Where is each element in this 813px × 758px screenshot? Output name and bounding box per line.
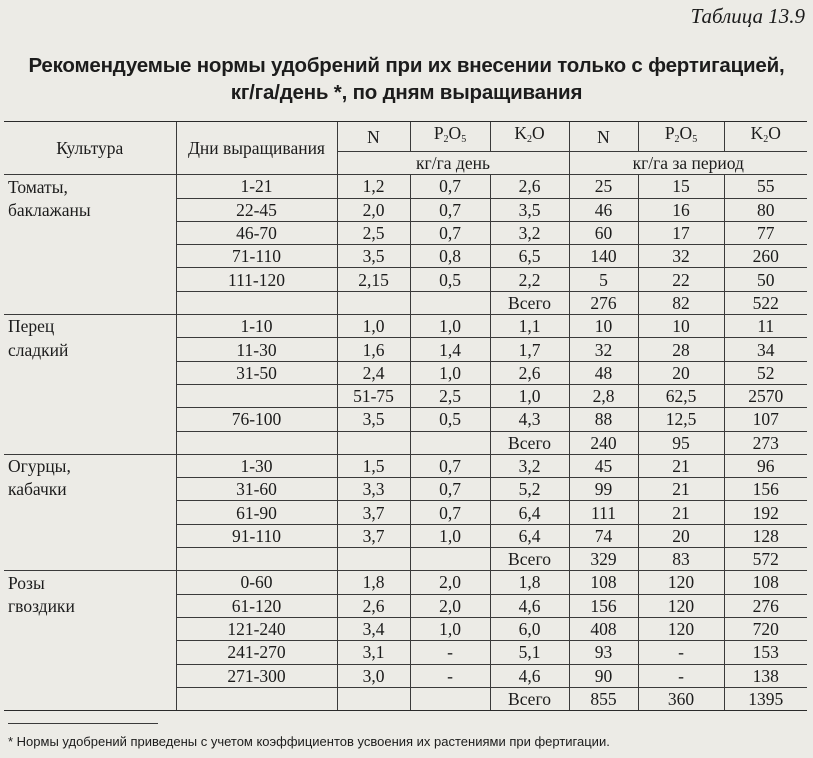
total-cell: 522 — [724, 291, 807, 314]
value-cell: 61-90 — [176, 501, 337, 524]
value-cell: 1,0 — [490, 384, 569, 407]
table-row — [4, 501, 807, 524]
value-cell: 4,6 — [490, 594, 569, 617]
value-cell: 3,4 — [337, 617, 410, 640]
value-cell: 20 — [638, 524, 724, 547]
value-cell — [337, 291, 410, 314]
value-cell: 21 — [638, 478, 724, 501]
total-cell: Всего — [490, 431, 569, 454]
value-cell: 55 — [724, 175, 807, 198]
table-row — [4, 408, 807, 431]
crop-cell — [4, 408, 176, 431]
crop-cell: кабачки — [8, 479, 67, 500]
value-cell: 25 — [569, 175, 638, 198]
value-cell: 48 — [569, 361, 638, 384]
value-cell: 20 — [638, 361, 724, 384]
table-row — [4, 338, 807, 361]
value-cell: 11-30 — [176, 338, 337, 361]
value-cell: 120 — [638, 617, 724, 640]
value-cell: 192 — [724, 501, 807, 524]
value-cell: 45 — [569, 454, 638, 477]
crop-cell: Огурцы, — [8, 456, 71, 477]
value-cell: 1-10 — [176, 315, 337, 338]
value-cell: 34 — [724, 338, 807, 361]
table-row — [4, 478, 807, 501]
crop-cell: баклажаны — [8, 199, 91, 220]
value-cell: - — [638, 641, 724, 664]
crop-cell — [4, 268, 176, 291]
title-line-1: Рекомендуемые нормы удобрений при их внесении только с фертигацией, — [28, 54, 785, 77]
value-cell: 52 — [724, 361, 807, 384]
value-cell: 11 — [724, 315, 807, 338]
value-cell: 2,5 — [410, 384, 490, 407]
value-cell: 90 — [569, 664, 638, 687]
value-cell: 1,8 — [490, 571, 569, 594]
value-cell — [176, 431, 337, 454]
value-cell: 260 — [724, 245, 807, 268]
header-per-day: кг/га день — [337, 152, 569, 175]
total-row — [4, 687, 807, 710]
value-cell: 5,2 — [490, 478, 569, 501]
value-cell: - — [638, 664, 724, 687]
value-cell: 62,5 — [638, 384, 724, 407]
crop-cell — [4, 548, 176, 571]
value-cell: 46-70 — [176, 221, 337, 244]
total-cell: 855 — [569, 687, 638, 710]
value-cell: 6,4 — [490, 501, 569, 524]
value-cell — [337, 431, 410, 454]
value-cell: 2,6 — [337, 594, 410, 617]
table-title — [0, 52, 813, 106]
value-cell: 120 — [638, 571, 724, 594]
crop-cell — [4, 431, 176, 454]
value-cell: 0,7 — [410, 175, 490, 198]
value-cell: 276 — [724, 594, 807, 617]
value-cell: 3,7 — [337, 501, 410, 524]
table-row — [4, 617, 807, 640]
value-cell: 1,4 — [410, 338, 490, 361]
value-cell: 0,7 — [410, 221, 490, 244]
value-cell — [337, 548, 410, 571]
crop-cell — [4, 617, 176, 640]
table-row — [4, 641, 807, 664]
value-cell: 5,1 — [490, 641, 569, 664]
value-cell: 80 — [724, 198, 807, 221]
total-row — [4, 431, 807, 454]
value-cell: 2,2 — [490, 268, 569, 291]
value-cell: 2570 — [724, 384, 807, 407]
total-cell: 95 — [638, 431, 724, 454]
value-cell: 51-75 — [337, 384, 410, 407]
value-cell — [176, 384, 337, 407]
value-cell: 1,5 — [337, 454, 410, 477]
value-cell: 10 — [638, 315, 724, 338]
total-cell: 240 — [569, 431, 638, 454]
value-cell: 2,6 — [490, 175, 569, 198]
total-cell: Всего — [490, 548, 569, 571]
table-row — [4, 571, 807, 594]
total-cell: 273 — [724, 431, 807, 454]
title-line-2: кг/га/день *, по дням выращивания — [230, 81, 583, 104]
crop-cell — [4, 641, 176, 664]
value-cell: 0,7 — [410, 501, 490, 524]
value-cell: 156 — [569, 594, 638, 617]
value-cell: 0,7 — [410, 454, 490, 477]
value-cell: 408 — [569, 617, 638, 640]
value-cell: 22 — [638, 268, 724, 291]
value-cell: 5 — [569, 268, 638, 291]
fertilizer-table — [4, 121, 807, 711]
table-row — [4, 198, 807, 221]
value-cell: 3,3 — [337, 478, 410, 501]
footnote-divider — [8, 723, 158, 724]
value-cell: 111 — [569, 501, 638, 524]
value-cell: 17 — [638, 221, 724, 244]
total-cell: Всего — [490, 687, 569, 710]
crop-cell: Розы — [8, 572, 45, 593]
value-cell: 1,0 — [337, 315, 410, 338]
table-row — [4, 245, 807, 268]
value-cell: 2,4 — [337, 361, 410, 384]
header-k2o-period: $K_2O$ — [724, 122, 807, 152]
header-crop: Культура — [4, 122, 176, 175]
value-cell: 1-21 — [176, 175, 337, 198]
value-cell — [410, 548, 490, 571]
value-cell: 60 — [569, 221, 638, 244]
crop-cell: гвоздики — [8, 595, 75, 616]
value-cell: 61-120 — [176, 594, 337, 617]
value-cell: 0,7 — [410, 478, 490, 501]
value-cell: 128 — [724, 524, 807, 547]
total-cell: 276 — [569, 291, 638, 314]
value-cell: 153 — [724, 641, 807, 664]
value-cell: 0,5 — [410, 408, 490, 431]
value-cell: 720 — [724, 617, 807, 640]
value-cell: 74 — [569, 524, 638, 547]
value-cell: 21 — [638, 454, 724, 477]
fertilizer-table-container — [4, 121, 807, 711]
value-cell: 2,0 — [410, 571, 490, 594]
value-cell: 6,0 — [490, 617, 569, 640]
value-cell: 99 — [569, 478, 638, 501]
value-cell: 12,5 — [638, 408, 724, 431]
value-cell: 76-100 — [176, 408, 337, 431]
value-cell — [337, 687, 410, 710]
header-n-day: N — [337, 122, 410, 152]
value-cell: 3,0 — [337, 664, 410, 687]
value-cell: 3,5 — [337, 245, 410, 268]
value-cell: 21 — [638, 501, 724, 524]
value-cell: 88 — [569, 408, 638, 431]
value-cell: 1,0 — [410, 524, 490, 547]
table-body — [4, 175, 807, 711]
header-n-period: N — [569, 122, 638, 152]
value-cell: 2,0 — [410, 594, 490, 617]
crop-cell — [4, 687, 176, 710]
value-cell — [176, 291, 337, 314]
value-cell: 77 — [724, 221, 807, 244]
table-row — [4, 361, 807, 384]
value-cell: 156 — [724, 478, 807, 501]
crop-cell — [4, 361, 176, 384]
crop-cell: Томаты, — [8, 176, 68, 197]
value-cell: 10 — [569, 315, 638, 338]
table-row — [4, 315, 807, 338]
value-cell: 1,8 — [337, 571, 410, 594]
value-cell: 46 — [569, 198, 638, 221]
value-cell: 2,6 — [490, 361, 569, 384]
table-row — [4, 664, 807, 687]
crop-cell — [4, 524, 176, 547]
value-cell: 0-60 — [176, 571, 337, 594]
value-cell: 2,5 — [337, 221, 410, 244]
value-cell: 93 — [569, 641, 638, 664]
value-cell — [176, 548, 337, 571]
value-cell: 22-45 — [176, 198, 337, 221]
header-k2o-day: $K_2O$ — [490, 122, 569, 152]
value-cell: 1,2 — [337, 175, 410, 198]
value-cell: 4,3 — [490, 408, 569, 431]
header-per-period: кг/га за период — [569, 152, 807, 175]
total-cell: 360 — [638, 687, 724, 710]
value-cell: 0,8 — [410, 245, 490, 268]
total-cell: Всего — [490, 291, 569, 314]
value-cell: 2,15 — [337, 268, 410, 291]
value-cell: 32 — [569, 338, 638, 361]
value-cell: 1,0 — [410, 315, 490, 338]
value-cell: 1,1 — [490, 315, 569, 338]
value-cell: 32 — [638, 245, 724, 268]
total-cell: 83 — [638, 548, 724, 571]
value-cell: 241-270 — [176, 641, 337, 664]
value-cell: 271-300 — [176, 664, 337, 687]
value-cell — [410, 687, 490, 710]
crop-cell — [4, 245, 176, 268]
value-cell: 6,4 — [490, 524, 569, 547]
value-cell — [410, 431, 490, 454]
crop-cell — [4, 221, 176, 244]
value-cell: 50 — [724, 268, 807, 291]
value-cell: 96 — [724, 454, 807, 477]
value-cell: 0,7 — [410, 198, 490, 221]
value-cell: 2,8 — [569, 384, 638, 407]
total-row — [4, 291, 807, 314]
table-number-label: Таблица 13.9 — [690, 4, 805, 28]
value-cell: 31-60 — [176, 478, 337, 501]
value-cell: 120 — [638, 594, 724, 617]
value-cell: 3,2 — [490, 221, 569, 244]
table-row — [4, 594, 807, 617]
value-cell: 1-30 — [176, 454, 337, 477]
value-cell: 91-110 — [176, 524, 337, 547]
table-row — [4, 454, 807, 477]
value-cell: 3,5 — [337, 408, 410, 431]
total-cell: 572 — [724, 548, 807, 571]
crop-cell: Перец — [8, 316, 55, 337]
value-cell: 6,5 — [490, 245, 569, 268]
crop-cell — [4, 384, 176, 407]
value-cell: 3,2 — [490, 454, 569, 477]
value-cell: 108 — [569, 571, 638, 594]
value-cell: 138 — [724, 664, 807, 687]
value-cell: 28 — [638, 338, 724, 361]
value-cell: 31-50 — [176, 361, 337, 384]
crop-cell — [4, 291, 176, 314]
table-row — [4, 268, 807, 291]
value-cell: 1,7 — [490, 338, 569, 361]
crop-cell — [4, 664, 176, 687]
value-cell — [410, 291, 490, 314]
value-cell: 15 — [638, 175, 724, 198]
table-row — [4, 524, 807, 547]
total-row — [4, 548, 807, 571]
value-cell: 3,1 — [337, 641, 410, 664]
value-cell: 1,0 — [410, 617, 490, 640]
value-cell: 4,6 — [490, 664, 569, 687]
value-cell: 3,7 — [337, 524, 410, 547]
value-cell: 111-120 — [176, 268, 337, 291]
footnote: * Нормы удобрений приведены с учетом коэффициентов усвоения их растениями при фертигации. — [8, 734, 610, 749]
value-cell: 0,5 — [410, 268, 490, 291]
total-cell: 1395 — [724, 687, 807, 710]
value-cell: - — [410, 664, 490, 687]
value-cell — [176, 687, 337, 710]
value-cell: 1,0 — [410, 361, 490, 384]
value-cell: 140 — [569, 245, 638, 268]
value-cell: 2,0 — [337, 198, 410, 221]
value-cell: 1,6 — [337, 338, 410, 361]
value-cell: 121-240 — [176, 617, 337, 640]
value-cell: 108 — [724, 571, 807, 594]
header-p2o5-day: $P_2O_5$ — [410, 122, 490, 152]
crop-cell: сладкий — [8, 339, 69, 360]
header-p2o5-period: $P_2O_5$ — [638, 122, 724, 152]
header-days: Дни выращивания — [176, 122, 337, 175]
table-row — [4, 175, 807, 198]
total-cell: 82 — [638, 291, 724, 314]
table-row — [4, 221, 807, 244]
value-cell: 16 — [638, 198, 724, 221]
total-cell: 329 — [569, 548, 638, 571]
value-cell: 3,5 — [490, 198, 569, 221]
crop-cell — [4, 501, 176, 524]
table-row — [4, 384, 807, 407]
value-cell: 71-110 — [176, 245, 337, 268]
value-cell: 107 — [724, 408, 807, 431]
value-cell: - — [410, 641, 490, 664]
